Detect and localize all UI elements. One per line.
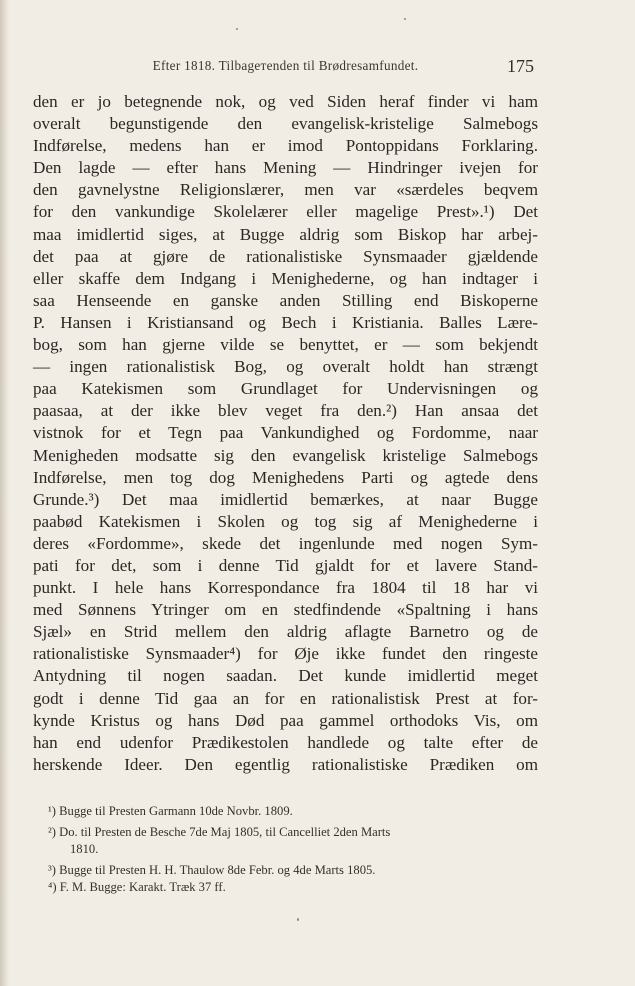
text-line: han end udenfor Prædikestolen handlede og talte efter de <box>33 732 538 752</box>
footnote: ³) Bugge til Presten H. H. Thaulow 8de Febr. og 4de Marts 1805. <box>48 863 376 877</box>
text-line: Sjæl» en Strid mellem den aldrig aflagte Barnetro og de <box>33 622 538 642</box>
footnote-continuation: 1810. <box>70 842 99 856</box>
text-line: paasaa, at der ikke blev veget fra den.²) Han ansaa det <box>33 401 538 421</box>
text-line: kynde Kristus og hans Død paa gammel orthodoks Vis, om <box>33 710 538 730</box>
text-line: Antydning til nogen saadan. Det kunde imidlertid meget <box>33 666 538 686</box>
running-head: Efter 1818. Tilbageтenden til Brødresamfundet. <box>152 58 419 73</box>
page-number: 175 <box>507 56 534 76</box>
text-line: Indførelse, medens han er imod Pontoppidans Forklaring. <box>33 136 538 156</box>
text-line: maa imidlertid siges, at Bugge aldrig som Biskop har arbej- <box>33 224 538 244</box>
paper-speck <box>297 918 299 921</box>
text-line: deres «Fordomme», skede det ingenlunde med nogen Sym- <box>33 533 538 553</box>
text-line: Indførelse, men tog dog Menighedens Parti og agtede dens <box>33 467 538 487</box>
text-line: eller skaffe dem Indgang i Menighederne, og han indtager i <box>33 268 538 288</box>
footnote: ¹) Bugge til Presten Garmann 10de Novbr. 1809. <box>48 804 293 818</box>
text-line: pati for det, som i denne Tid gjaldt for et lavere Stand- <box>33 555 538 575</box>
text-line: paabød Katekismen i Skolen og tog sig af Menighederne i <box>33 511 538 531</box>
text-line: — ingen rationalistisk Bog, og overalt holdt han strængt <box>33 357 538 377</box>
text-line: den gavnelystne Religionslærer, men var «særdeles beqvem <box>33 180 538 200</box>
text-line: saa Henseende en ganske anden Stilling end Biskoperne <box>33 290 538 310</box>
text-line: godt i denne Tid gaa an for en rationalistisk Prest at for- <box>33 688 538 708</box>
text-line: P. Hansen i Kristiansand og Bech i Kristiania. Balles Lære- <box>33 312 538 332</box>
footnotes <box>48 803 538 896</box>
text-line: vistnok for et Tegn paa Vankundighed og Fordomme, naar <box>33 423 538 443</box>
text-line: Grunde.³) Det maa imidlertid bemærkes, at naar Bugge <box>33 489 538 509</box>
text-line: for den vankundige Skolelærer eller magelige Prest».¹) Det <box>33 202 538 222</box>
text-line: rationalistiske Synsmaader⁴) for Øje ikke fundet den ringeste <box>33 644 538 664</box>
main-text <box>33 91 538 776</box>
text-line: det paa at gjøre de rationalistiske Synsmaader gjældende <box>33 246 538 266</box>
text-line: bog, som han gjerne vilde se benyttet, er — som bekjendt <box>33 335 538 355</box>
footnote: ²) Do. til Presten de Besche 7de Maj 1805, til Cancelliet 2den Marts <box>48 825 391 839</box>
text-line: med Sønnens Ytringer om en stedfindende «Spaltning i hans <box>33 600 538 620</box>
page-spine-shadow <box>0 0 9 986</box>
text-line: punkt. I hele hans Korrespondance fra 1804 til 18 har vi <box>33 578 538 598</box>
paper-speck <box>404 18 406 20</box>
text-line: herskende Ideer. Den egentlig rationalistiske Prædiken om <box>33 754 538 774</box>
text-line: den er jo betegnende nok, og ved Siden heraf finder vi ham <box>33 92 538 111</box>
paper-speck <box>236 28 238 30</box>
text-line: Den lagde — efter hans Mening — Hindringer ivejen for <box>33 158 538 178</box>
text-line: paa Katekismen som Grundlaget for Undervisningen og <box>33 379 538 399</box>
text-line: Menigheden modsatte sig den evangelisk kristelige Salmebogs <box>33 445 538 465</box>
text-line: overalt begunstigende den evangelisk-kristelige Salmebogs <box>33 114 538 134</box>
footnote: ⁴) F. M. Bugge: Karakt. Træk 37 ff. <box>48 880 226 894</box>
